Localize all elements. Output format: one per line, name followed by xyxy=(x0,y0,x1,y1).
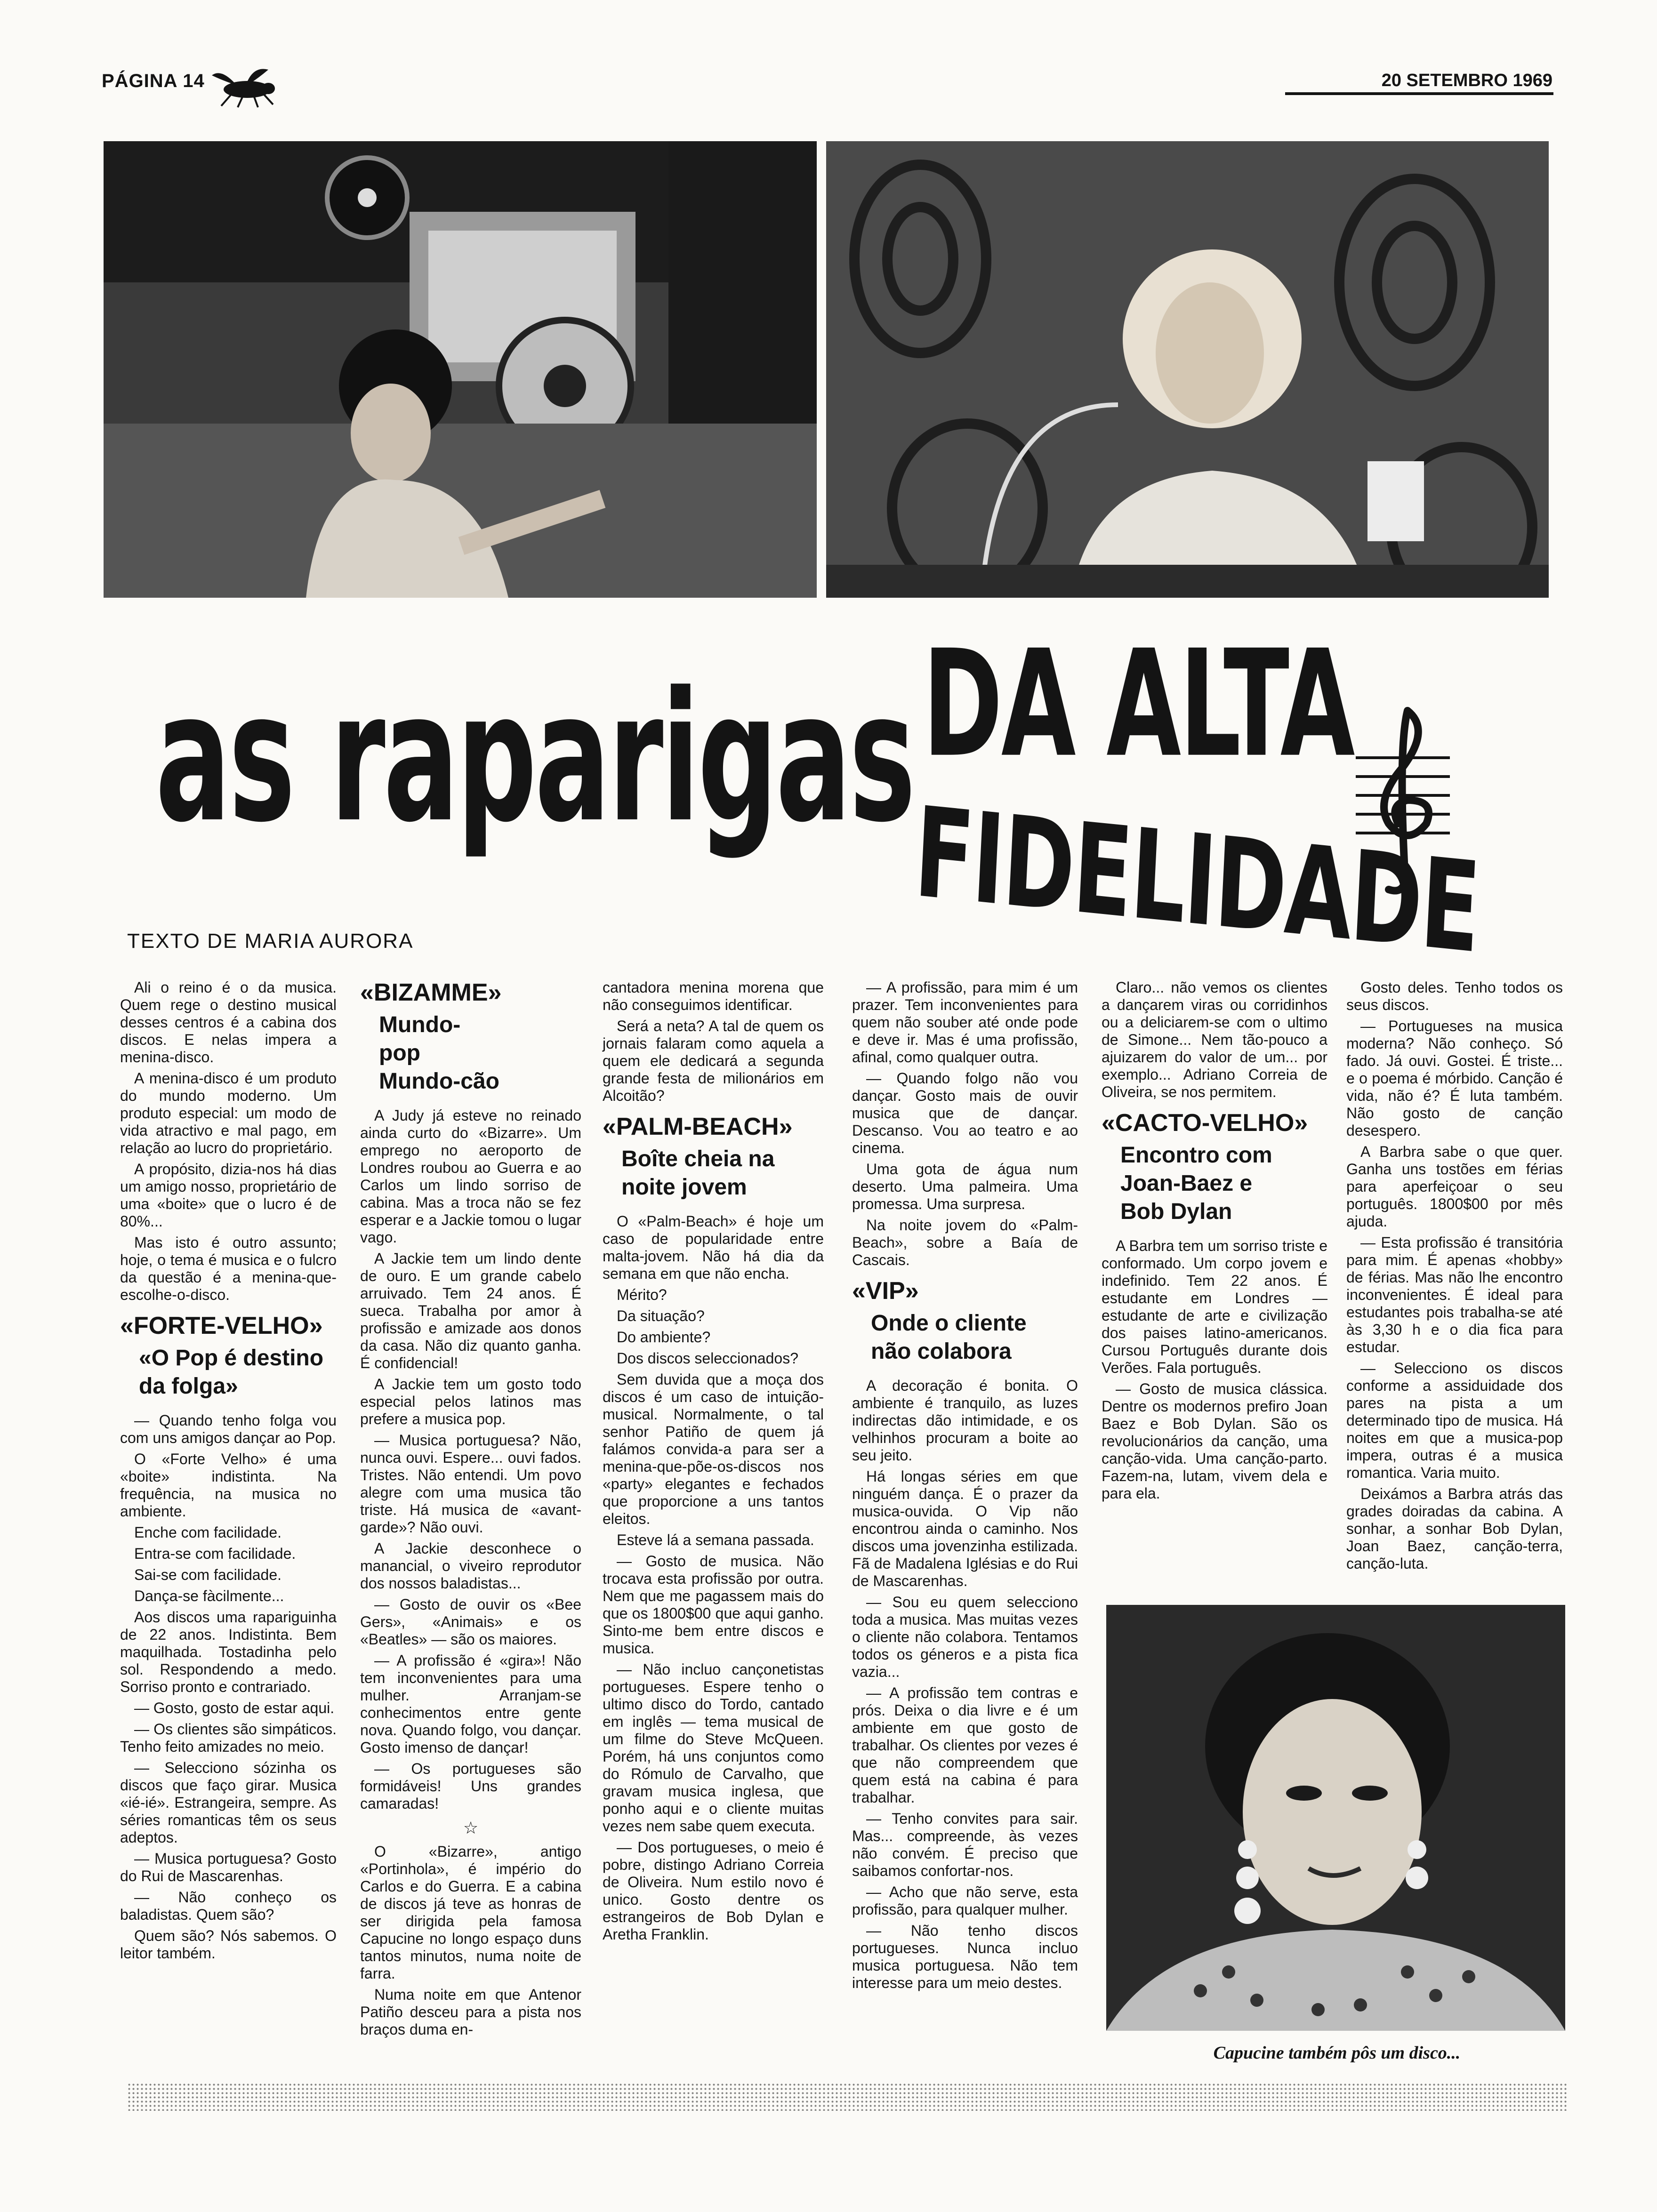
paragraph: A Barbra sabe o que quer. Ganha uns tostões em férias para aperfeiçoar o seu português. 1800$00 por mês ajuda. xyxy=(1346,1143,1563,1230)
page-number: PÁGINA 14 xyxy=(102,71,205,91)
photo-caption: Capucine também pôs um disco... xyxy=(1213,2043,1461,2063)
headline-fidelidade: FIDELIDADE xyxy=(911,780,1482,981)
paragraph: — Gosto, gosto de estar aqui. xyxy=(134,1699,335,1716)
section-subtitle: Boîte cheia na noite jovem xyxy=(621,1146,775,1200)
paragraph: A Jackie desconhece o manancial, o viveiro reprodutor dos nossos baladistas... xyxy=(360,1540,581,1592)
paragraph: — Quando folgo não vou dançar. Gosto mais de ouvir musica que de dançar. Descanso. Vou ao teatro e ao cinema. xyxy=(852,1070,1078,1156)
paragraph: Uma gota de água num deserto. Uma palmeira. Uma promessa. Uma surpresa. xyxy=(852,1161,1078,1212)
paragraph: cantadora menina morena que não conseguimos identificar. xyxy=(603,979,824,1013)
paragraph: Há longas séries em que ninguém dança. É o prazer da musica-ouvida. O Vip não encontrou ainda o caminho. Nos discos uma jovenzinha estilizada. Fã de Madalena Iglésias e do Rui de Mascarenhas. xyxy=(852,1468,1078,1589)
paragraph: Ali o reino é o da musica. Quem rege o destino musical desses centros é a cabina dos discos. E nelas impera a menina-disco. xyxy=(120,979,337,1066)
paragraph: Sai-se com facilidade. xyxy=(134,1566,282,1583)
article-column-6 xyxy=(1346,979,1563,1576)
section-title-cacto-velho: «CACTO-VELHO» xyxy=(1102,1109,1308,1137)
paragraph: Quem são? Nós sabemos. O leitor também. xyxy=(120,1927,337,1962)
paragraph: — A profissão tem contras e prós. Deixa o dia livre e é um ambiente em que gosto de trabalhar. Os clientes por vezes é que não compreendem que quem está na cabina é para trabalhar. xyxy=(852,1684,1078,1806)
article-column-3 xyxy=(603,979,824,1947)
paragraph: A Barbra tem um sorriso triste e conformado. Um corpo jovem e indefinido. Tem 22 anos. É estudante em Londres — estudante de arte e civilização dos paises latino-americanos. Cursou Português durante dois Verões. Fala português. xyxy=(1102,1237,1327,1376)
paragraph: — A profissão é «gira»! Não tem inconvenientes para uma mulher. Arranjam-se conhecimentos entre gente nova. Quando folgo, vou dançar. Gosto imenso de dançar! xyxy=(360,1652,581,1756)
section-title-forte-velho: «FORTE-VELHO» xyxy=(120,1312,323,1339)
article-column-1 xyxy=(120,979,337,1966)
article-column-5 xyxy=(1102,979,1327,1506)
paragraph: — Gosto de musica. Não trocava esta profissão por outra. Nem que me pagassem mais do que os 1800$00 que aqui ganho. Sinto-me bem entre discos e musica. xyxy=(603,1553,824,1657)
paragraph: — Não incluo cançonetistas portugueses. Espere tenho o ultimo disco do Tordo, cantado em inglês — tema musical de um filme do Steve McQueen. Porém, há uns conjuntos como do Rómulo de Carvalho, que gravam musica inglesa, que ponho aqui e o cliente muitas vezes nem sabe quem executa. xyxy=(603,1661,824,1835)
headline-da-alta: DA ALTA xyxy=(923,618,1354,790)
paragraph: Entra-se com facilidade. xyxy=(134,1545,296,1562)
paragraph: — Acho que não serve, esta profissão, para qualquer mulher. xyxy=(852,1883,1078,1918)
section-subtitle: Onde o cliente não colabora xyxy=(871,1311,1027,1364)
paragraph: A Jackie tem um gosto todo especial pelos latinos mas prefere a musica pop. xyxy=(360,1376,581,1427)
section-subtitle: «O Pop é destino da folga» xyxy=(139,1346,324,1399)
photo-capucine xyxy=(1106,1605,1565,2031)
paragraph: Da situação? xyxy=(617,1307,705,1324)
paragraph: Mas isto é outro assunto; hoje, o tema é musica e o fulcro da questão é a menina-que-escolhe-o-disco. xyxy=(120,1234,337,1303)
paragraph: Aos discos uma rapariguinha de 22 anos. Indistinta. Bem maquilhada. Tostadinha pelo sol. Respondendo a medo. Sorriso pronto e contrariado. xyxy=(120,1609,337,1695)
paragraph: — Não tenho discos portugueses. Nunca incluo musica portuguesa. Não tem interesse para um meio destes. xyxy=(852,1922,1078,1991)
headline-main: as raparigas xyxy=(155,653,914,862)
paragraph: — A profissão, para mim é um prazer. Tem inconvenientes para quem não souber até onde pode e deve ir. Mas é uma profissão, afinal, como qualquer outra. xyxy=(852,979,1078,1066)
paragraph: — Dos portugueses, o meio é pobre, distingo Adriano Correia de Oliveira. Num estilo novo é unico. Gosto dentre os estrangeiros de Bob Dylan e Aretha Franklin. xyxy=(603,1839,824,1943)
paragraph: — Musica portuguesa? Gosto do Rui de Mascarenhas. xyxy=(120,1850,337,1884)
paragraph: — Gosto de musica clássica. Dentre os modernos prefiro Joan Baez e Bob Dylan. São os revolucionários da canção, uma canção-vida. Uma canção-parto. Fazem-na, lutam, vivem dela e para ela. xyxy=(1102,1380,1327,1502)
paragraph: Será a neta? A tal de quem os jornais falaram como aquela a quem ele dedicará a segunda grande festa de milionários em Alcoitão? xyxy=(603,1018,824,1104)
halftone-bottom-band xyxy=(127,2083,1568,2111)
paragraph: Enche com facilidade. xyxy=(134,1524,282,1541)
section-subtitle: Encontro com Joan-Baez e Bob Dylan xyxy=(1120,1143,1272,1224)
paragraph: A Judy já esteve no reinado ainda curto do «Bizarre». Um emprego no aeroporto de Londres roubou ao Guerra e ao Carlos um lindo sorriso de cabina. Mas a troca não se fez esperar e a Jackie tomou o lugar vago. xyxy=(360,1107,581,1246)
paragraph: A Jackie tem um lindo dente de ouro. E um grande cabelo arruivado. Tem 24 anos. É suecа. Trabalha por amor à profissão e amizade aos donos da casa. Não diz quanto ganha. É confidencial! xyxy=(360,1250,581,1371)
paragraph: — Esta profissão é transitória para mim. É apenas «hobby» de férias. Mas não lhe encontro inconvenientes. É ideal para estudantes pois trabalha-se até às 3,30 h e o dia fica para estudar. xyxy=(1346,1234,1563,1355)
treble-clef-icon xyxy=(1356,701,1450,899)
paragraph: — Gosto de ouvir os «Bee Gers», «Animais» e os «Beatles» — são os maiores. xyxy=(360,1596,581,1648)
photo-dj-left xyxy=(104,141,817,598)
paragraph: Dos discos seleccionados? xyxy=(617,1350,798,1367)
section-title-vip: «VIP» xyxy=(852,1277,919,1305)
paragraph: — Sou eu quem selecciono toda a musica. Mas muitas vezes o cliente não colabora. Tentamos todos os géneros e a pista fica vazia... xyxy=(852,1594,1078,1680)
paragraph: Mérito? xyxy=(617,1286,667,1303)
paragraph: Gosto deles. Tenho todos os seus discos. xyxy=(1346,979,1563,1013)
paragraph: — Os portugueses são formidáveis! Uns grandes camaradas! xyxy=(360,1760,581,1812)
article-column-4 xyxy=(852,979,1078,1996)
paragraph: Na noite jovem do «Palm-Beach», sobre a Baía de Cascais. xyxy=(852,1217,1078,1268)
section-title-bizamme: «BIZAMME» xyxy=(360,979,502,1006)
fly-logo-icon xyxy=(202,66,292,108)
paragraph: Sem duvida que a moça dos discos é um caso de intuição-musical. Normalmente, o tal senhor Patiño de quem já falámos convida-a para ser a menina-que-põe-os-discos nos «party» elegantes e fechados que proporcione a uns tantos eleitos. xyxy=(603,1371,824,1527)
paragraph: O «Forte Velho» é uma «boite» indistinta. Na frequência, na musica no ambiente. xyxy=(120,1451,337,1520)
paragraph: — Selecciono os discos conforme a assiduidade dos pares na pista a um determinado tipo de musica. Há noites em que a musica-pop impera, outras é a musica romantica. Varia muito. xyxy=(1346,1360,1563,1481)
paragraph: O «Bizarre», antigo «Portinhola», é império do Carlos e do Guerra. E a cabina de discos já teve as honras de ser dirigida pela famosa Capucine no longo espaço duns tantos minutos, numa noite de farra. xyxy=(360,1843,581,1982)
paragraph: Deixámos a Barbra atrás das grades doiradas da cabina. A sonhar, a sonhar Bob Dylan, Joan Baez, canção-terra, canção-luta. xyxy=(1346,1485,1563,1572)
paragraph: A decoração é bonita. O ambiente é tranquilo, as luzes indirectas dão intimidade, e os velhinhos procuram a boite ao seu jeito. xyxy=(852,1377,1078,1464)
paragraph: A menina-disco é um produto do mundo moderno. Um produto especial: um modo de vida atractivo e mal pago, em relação ao lucro do proprietário. xyxy=(120,1070,337,1156)
paragraph: A propósito, dizia-nos há dias um amigo nosso, proprietário de uma «boite» que o lucro é de 80%... xyxy=(120,1161,337,1230)
paragraph: — Selecciono sózinha os discos que faço girar. Musica «ié-ié». Estrangeira, sempre. As séries romanticas têm os seus adeptos. xyxy=(120,1759,337,1846)
byline: TEXTO DE MARIA AURORA xyxy=(127,930,414,953)
section-star-separator: ☆ xyxy=(463,1818,479,1837)
paragraph: Dança-se fàcilmente... xyxy=(134,1587,284,1604)
paragraph: Claro... não vemos os clientes a dançarem viras ou corridinhos ou a deliciarem-se com o ultimo de Simone... Nem tão-pouco a ajuizarem do valor de um... por exemplo... Adriano Correia de Oliveira, se nos permitem. xyxy=(1102,979,1327,1100)
paragraph: — Musica portuguesa? Não, nunca ouvi. Espere... ouvi fados. Tristes. Não entendi. Um povo alegre com uma musica tão triste. Há musica de «avant-garde»? Não ouvi. xyxy=(360,1432,581,1536)
paragraph: — Tenho convites para sair. Mas... compreende, às vezes não convém. É preciso que saibamos confortar-nos. xyxy=(852,1810,1078,1879)
paragraph: Esteve lá a semana passada. xyxy=(617,1531,814,1548)
paragraph: — Os clientes são simpáticos. Tenho feito amizades no meio. xyxy=(120,1721,337,1755)
paragraph: Numa noite em que Antenor Patiño desceu para a pista nos braços duma en- xyxy=(360,1986,581,2038)
paragraph: O «Palm-Beach» é hoje um caso de popularidade entre malta-jovem. Não há dia da semana em que não encha. xyxy=(603,1213,824,1282)
section-subtitle: Mundo-pop Mundo-cão xyxy=(379,1012,499,1094)
article-column-2 xyxy=(360,979,581,2042)
paragraph: — Portugueses na musica moderna? Não conheço. Só fado. Já ouvi. Gostei. É triste... e o poema é mórbido. Canção é vida, não é? É luta também. Não gosto de canção desespero. xyxy=(1346,1018,1563,1139)
paragraph: Do ambiente? xyxy=(617,1329,711,1346)
photo-dj-right xyxy=(826,141,1549,598)
section-title-palm-beach: «PALM-BEACH» xyxy=(603,1113,793,1140)
paragraph: — Quando tenho folga vou com uns amigos dançar ao Pop. xyxy=(120,1412,337,1446)
issue-date: 20 SETEMBRO 1969 xyxy=(1381,71,1552,90)
header-rule xyxy=(1285,92,1553,95)
paragraph: — Não conheço os baladistas. Quem são? xyxy=(120,1889,337,1923)
